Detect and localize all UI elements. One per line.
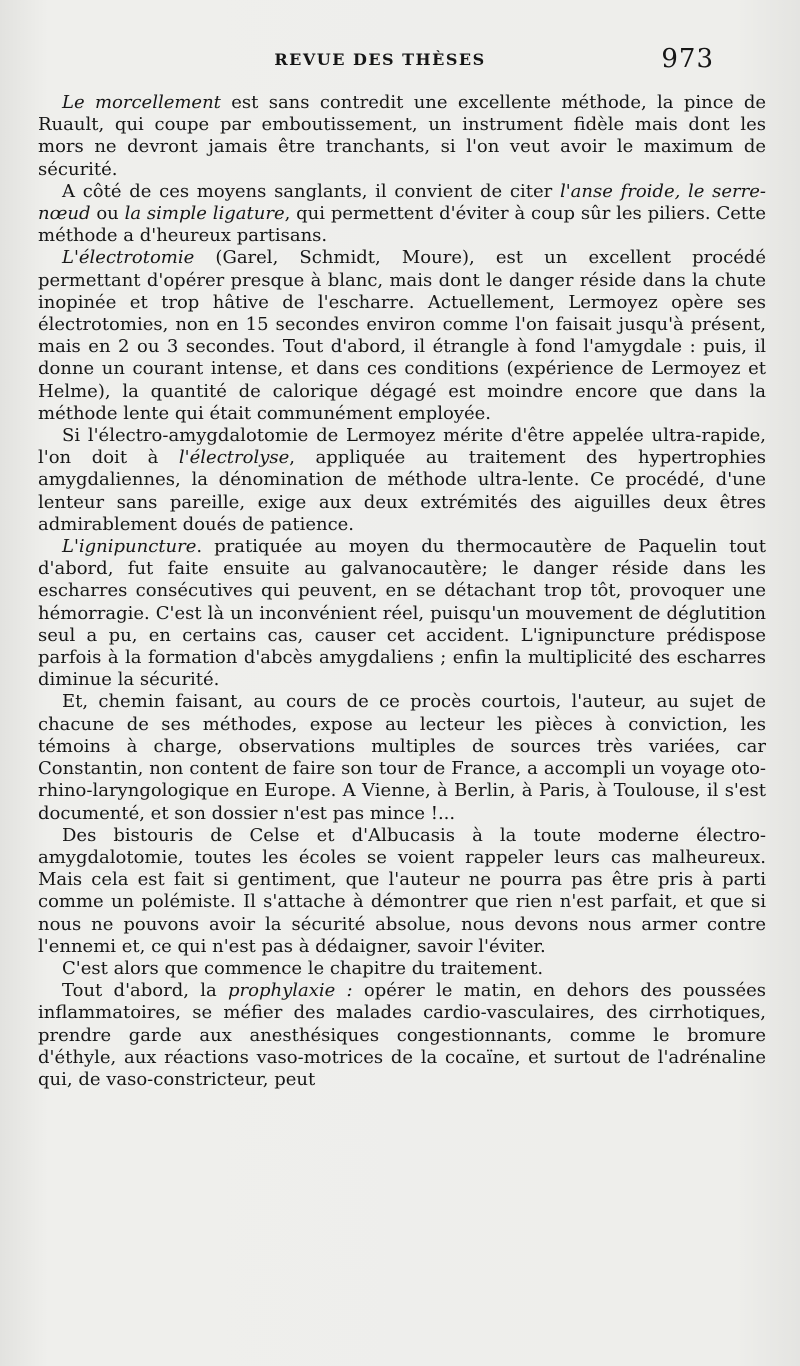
text-run: . pratiquée au moyen du thermocautère de Paquelin tout d'abord, fut faite ensuite au galvanocautère; le danger réside dans les escharres consécutives qui peuvent, en se détachant trop tôt, provoquer une hémorragie. C'est là un inconvénient réel, puisqu'un mouvement de déglutition seul a pu, en certains cas, causer cet accident. L'ignipuncture prédispose parfois à la formation d'abcès amygdaliens ; enfin la multiplicité des escharres diminue la sécurité. xyxy=(38,536,766,691)
italic-term: L'électrotomie xyxy=(62,247,195,269)
text-run: Si l'électro-amygdalotomie de Lermoyez mérite d'être appelée ultra-rapide, l'on doit à xyxy=(38,425,766,469)
page-number: 973 xyxy=(661,44,714,74)
italic-term: prophylaxie : xyxy=(227,980,353,1002)
text-run: (Garel, Schmidt, Moure), est un excellent procédé permettant d'opérer presque à blanc, mais dont le danger réside dans la chute inopinée et trop hâtive de l'escharre. Actuellement, Lermoyez opère ses électrotomies, non en 15 secondes environ comme l'on faisait jusqu'à présent, mais en 2 ou 3 secondes. Tout d'abord, il étrangle à fond l'amygdale : puis, il donne un courant intense, et dans ces conditions (expérience de Lermoyez et Helme), la quantité de calorique dégagé est moindre encore que dans la méthode lente qui était communément employée. xyxy=(38,247,766,424)
paragraph xyxy=(38,92,766,181)
paragraph xyxy=(38,980,766,1091)
text-run: Des bistouris de Celse et d'Albucasis à la toute moderne électro-amygdalotomie, toutes les écoles se voient rappeler leurs cas malheureux. Mais cela est fait si gentiment, que l'auteur ne pourra pas être pris à parti comme un polémiste. Il s'attache à démontrer que rien n'est parfait, et que si nous ne pouvons avoir la sécurité absolue, nous devons nous armer contre l'ennemi et, ce qui n'est pas à dédaigner, savoir l'éviter. xyxy=(38,824,766,957)
paragraph xyxy=(38,958,766,980)
running-title: REVUE DES THÈSES xyxy=(274,50,486,69)
paragraph xyxy=(38,536,766,691)
text-run: Et, chemin faisant, au cours de ce procès courtois, l'auteur, au sujet de chacune de ses méthodes, expose au lecteur les pièces à conviction, les témoins à charge, observations multiples de sources très variées, car Constantin, non content de faire son tour de France, a accompli un voyage oto-rhino-laryngologique en Europe. A Vienne, à Berlin, à Paris, à Toulouse, il s'est documenté, et son dossier n'est pas mince !... xyxy=(38,691,766,824)
text-run: C'est alors que commence le chapitre du traitement. xyxy=(62,957,544,979)
paragraph xyxy=(38,247,766,425)
paragraph xyxy=(38,425,766,536)
text-run: A côté de ces moyens sanglants, il convient de citer xyxy=(62,180,560,202)
paragraph xyxy=(38,825,766,958)
text-run: est sans contredit une excellente méthode, la pince de Ruault, qui coupe par emboutissement, un instrument fidèle mais dont les mors ne devront jamais être tranchants, si l'on veut avoir le maximum de sécurité. xyxy=(38,92,766,180)
paragraph xyxy=(38,691,766,824)
text-run: ou xyxy=(90,203,125,225)
italic-term: L'ignipuncture xyxy=(62,536,197,558)
page-header xyxy=(0,44,800,84)
paragraph xyxy=(38,181,766,248)
text-run: Tout d'abord, la xyxy=(62,980,228,1002)
text-run: , qui permettent d'éviter à coup sûr les piliers. Cette méthode a d'heureux partisans. xyxy=(38,203,766,247)
text-run: , appliquée au traitement des hypertrophies amygdaliennes, la dénomination de méthode ultra-lente. Ce procédé, d'une lenteur sans pareille, exige aux deux extrémités des aiguilles deux êtres admirablement doués de patience. xyxy=(38,447,766,535)
text-run: opérer le matin, en dehors des poussées inflammatoires, se méfier des malades cardio-vasculaires, des cirrhotiques, prendre garde aux anesthésiques congestionnants, comme le bromure d'éthyle, aux réactions vaso-motrices de la cocaïne, et surtout de l'adrénaline qui, de vaso-constricteur, peut xyxy=(38,980,766,1090)
body-text xyxy=(38,92,766,1091)
italic-term: l'électrolyse xyxy=(178,447,290,469)
italic-term: l'anse froide, le serre-nœud xyxy=(38,180,766,225)
italic-term: la simple ligature xyxy=(124,203,285,225)
italic-term: Le morcellement xyxy=(62,92,221,113)
